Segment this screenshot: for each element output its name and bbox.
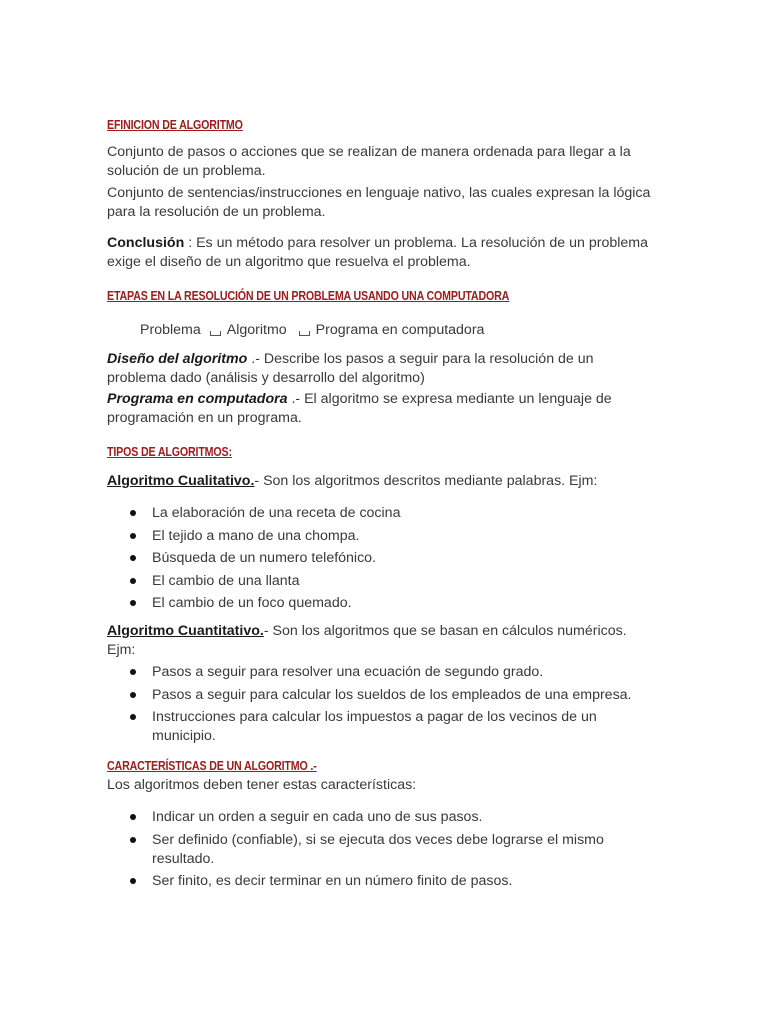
cuantitativo-label: Algoritmo Cuantitativo.	[107, 623, 264, 639]
document-page	[107, 115, 652, 895]
definicion-paragraph-1: Conjunto de pasos o acciones que se realizan de manera ordenada para llegar a la solución de un problema.	[107, 144, 631, 179]
bullet-icon	[130, 814, 136, 820]
cualitativo-paragraph	[107, 472, 652, 491]
bullet-icon	[130, 510, 136, 516]
conclusion-paragraph	[107, 234, 652, 272]
diseno-paragraph	[107, 350, 652, 388]
cualitativo-text: - Son los algoritmos descritos mediante palabras. Ejm:	[254, 473, 598, 489]
bullet-icon	[130, 714, 136, 720]
bullet-icon	[130, 555, 136, 561]
list-item: Indicar un orden a seguir en cada uno de sus pasos.	[107, 808, 652, 827]
diseno-label: Diseño del algoritmo	[107, 351, 248, 367]
programa-label: Programa en computadora	[107, 391, 288, 407]
definicion-paragraph-2: Conjunto de sentencias/instrucciones en lenguaje nativo, las cuales expresan la lógica para la resolución de un problema.	[107, 185, 651, 220]
arrow-icon	[210, 331, 221, 336]
heading-tipos: TIPOS DE ALGORITMOS:	[107, 444, 232, 459]
list-item: Ser finito, es decir terminar en un número finito de pasos.	[107, 872, 652, 891]
diseno-text: .- Describe los pasos a seguir para la resolución de un problema dado (análisis y desarrollo del algoritmo)	[107, 351, 594, 386]
flow-step-3: Programa en computadora	[315, 322, 485, 338]
cuantitativo-paragraph	[107, 622, 652, 660]
cuantitativo-list	[107, 663, 652, 746]
bullet-icon	[130, 600, 136, 606]
heading-definicion: EFINICION DE ALGORITMO	[107, 117, 243, 132]
list-item: Instrucciones para calcular los impuestos a pagar de los vecinos de un municipio.	[107, 708, 652, 746]
flow-step-1: Problema	[140, 322, 201, 338]
list-item: La elaboración de una receta de cocina	[107, 504, 652, 523]
bullet-icon	[130, 837, 136, 843]
programa-paragraph	[107, 390, 652, 428]
bullet-icon	[130, 578, 136, 584]
flow-step-2: Algoritmo	[226, 322, 287, 338]
list-item: Búsqueda de un numero telefónico.	[107, 549, 652, 568]
heading-caracteristicas: CARACTERÍSTICAS DE UN ALGORITMO .-	[107, 758, 317, 773]
programa-text: .- El algoritmo se expresa mediante un lenguaje de programación en un programa.	[107, 391, 612, 426]
list-item: Pasos a seguir para calcular los sueldos de los empleados de una empresa.	[107, 686, 652, 705]
flow-diagram	[140, 321, 652, 340]
caracteristicas-list	[107, 808, 652, 891]
conclusion-text: : Es un método para resolver un problema. La resolución de un problema exige el diseño de un algoritmo que resuelva el problema.	[107, 235, 648, 270]
list-item: Pasos a seguir para resolver una ecuación de segundo grado.	[107, 663, 652, 682]
cuantitativo-text: - Son los algoritmos que se basan en cálculos numéricos. Ejm:	[107, 623, 627, 658]
heading-etapas: ETAPAS EN LA RESOLUCIÓN DE UN PROBLEMA USANDO UNA COMPUTADORA	[107, 288, 510, 303]
list-item: El cambio de un foco quemado.	[107, 594, 652, 613]
list-item: El cambio de una llanta	[107, 572, 652, 591]
bullet-icon	[130, 533, 136, 539]
arrow-icon	[299, 331, 310, 336]
bullet-icon	[130, 878, 136, 884]
list-item: El tejido a mano de una chompa.	[107, 527, 652, 546]
caracteristicas-intro: Los algoritmos deben tener estas características:	[107, 777, 417, 793]
cualitativo-list	[107, 504, 652, 613]
cualitativo-label: Algoritmo Cualitativo.	[107, 473, 255, 489]
bullet-icon	[130, 669, 136, 675]
conclusion-label: Conclusión	[107, 235, 185, 251]
bullet-icon	[130, 692, 136, 698]
list-item: Ser definido (confiable), si se ejecuta dos veces debe lograrse el mismo resultado.	[107, 831, 652, 869]
